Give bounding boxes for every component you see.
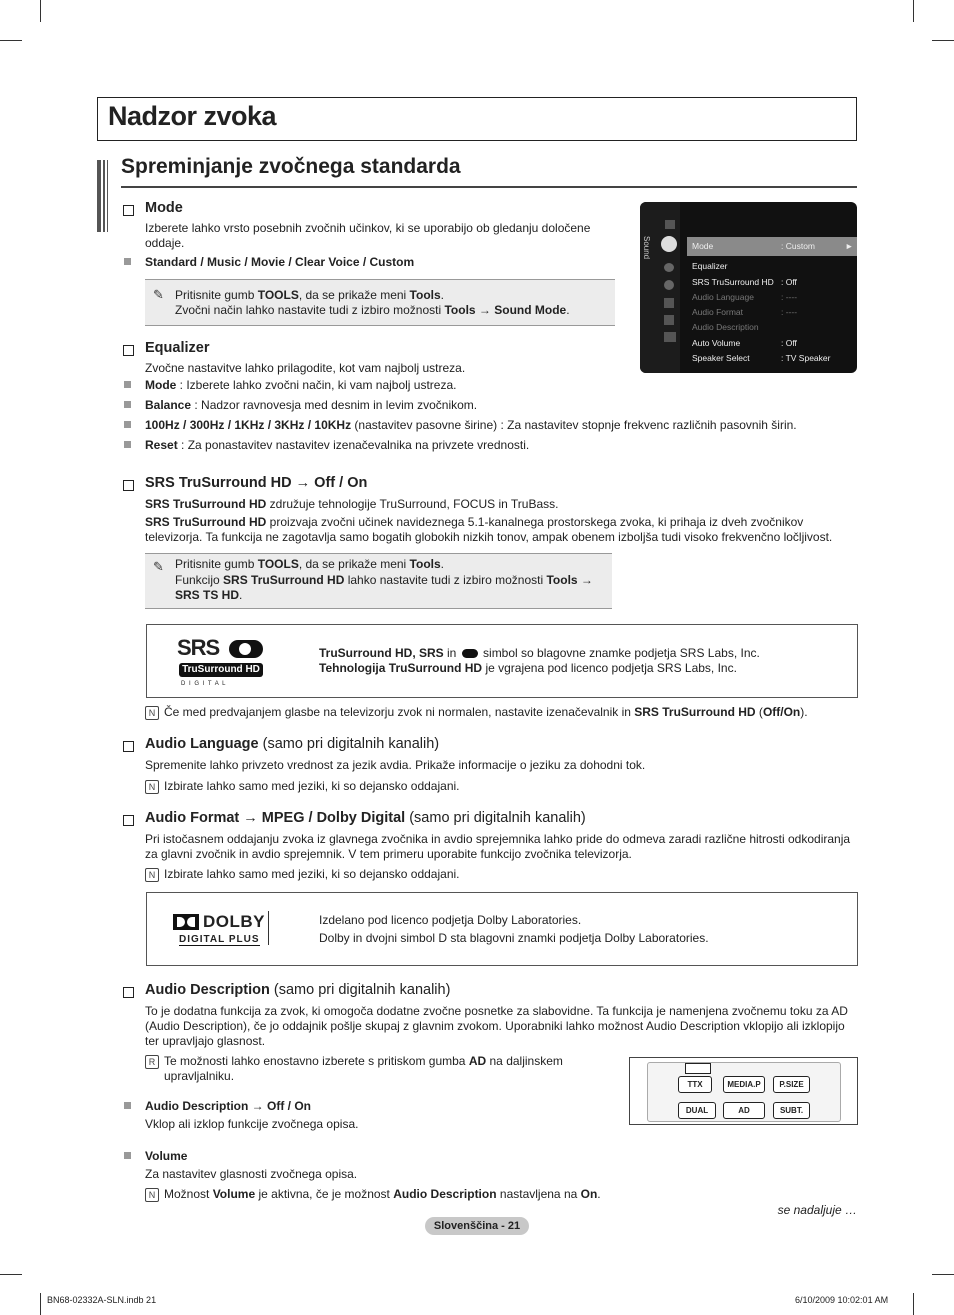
sound-icon	[661, 236, 677, 252]
square-bullet	[124, 258, 131, 265]
page-number-badge: Slovenščina - 21	[425, 1217, 529, 1235]
crop-mark	[40, 1293, 41, 1315]
footer-timestamp: 6/10/2009 10:02:01 AM	[795, 1295, 889, 1305]
audio-language-heading: Audio Language (samo pri digitalnih kanalih)	[145, 736, 440, 752]
srs-symbol-icon	[462, 649, 478, 658]
srs-trademark-line1: TruSurround HD, SRS in simbol so blagovne znamke podjetja SRS Labs, Inc.	[319, 646, 760, 660]
osd-row-speaker-select: Speaker Select : TV Speaker	[692, 353, 831, 363]
checkbox-bullet	[123, 205, 134, 216]
checkbox-bullet	[123, 741, 134, 752]
osd-row-audio-format: Audio Format : ----	[692, 307, 798, 317]
equalizer-description: Zvočne nastavitve lahko prilagodite, kot vam najbolj ustreza.	[145, 361, 466, 375]
mode-heading: Mode	[145, 200, 183, 216]
crop-mark	[932, 40, 954, 41]
dolby-logo: DOLBY DIGITAL PLUS	[173, 912, 273, 948]
equalizer-item-balance: Balance : Nadzor ravnovesja med desnim in levim zvočnikom.	[145, 398, 478, 412]
osd-row-audio-description: Audio Description	[692, 322, 759, 332]
audio-description-note: Te možnosti lahko enostavno izberete s pritiskom gumba AD na daljinskem upravljalniku.	[164, 1054, 563, 1083]
srs-tip-line1: Pritisnite gumb TOOLS, da se prikaže meni Tools.	[175, 557, 444, 571]
page-title: Nadzor zvoka	[108, 101, 277, 131]
srs-logo: SRS TruSurround HD D I G I T A L	[177, 639, 267, 691]
osd-row-auto-volume: Auto Volume : Off	[692, 338, 797, 348]
crop-mark	[0, 40, 22, 41]
setup-icon	[664, 280, 674, 290]
mode-options: Standard / Music / Movie / Clear Voice / Custom	[145, 255, 415, 269]
equalizer-heading: Equalizer	[145, 340, 210, 356]
square-bullet	[124, 401, 131, 408]
osd-row-equalizer: Equalizer	[692, 261, 728, 271]
crop-mark	[0, 1274, 22, 1275]
osd-row-srs: SRS TruSurround HD : Off	[692, 277, 797, 287]
crop-mark	[40, 0, 41, 22]
srs-tip-line3: SRS TS HD.	[175, 588, 243, 602]
srs-paragraph-2: SRS TruSurround HD proizvaja zvočni učinek navideznega 5.1-kanalnega prostorskega zvoka, ki prihaja iz dveh zvočnikov televizorja. Ta funkcija ne zagotavlja samo bogatih globokih nizkih tonov, ampak obenem izboljša tudi visoko frekvenčno ločljivost.	[145, 515, 833, 544]
dolby-logo-box	[146, 892, 858, 966]
note-icon: N	[145, 706, 159, 720]
audio-format-description: Pri istočasnem oddajanju zvoka iz glavnega zvočnika in avdio sprejemnika lahko pride do odmeva zaradi različne hitrosti odkodiranja za glavni zvočnik in avdio sprejemnik. V tem primeru uporabite funkcijo zvočnika televizorja.	[145, 832, 851, 861]
note-icon: N	[145, 1188, 159, 1202]
dolby-line2: Dolby in dvojni simbol D sta blagovni znamki podjetja Dolby Laboratories.	[319, 931, 709, 945]
application-icon	[664, 332, 676, 342]
mode-tip-line2: Zvočni način lahko nastavite tudi z izbiro možnosti Tools → Sound Mode.	[175, 303, 570, 317]
square-bullet	[124, 1102, 131, 1109]
note-icon: N	[145, 780, 159, 794]
picture-icon	[665, 220, 675, 229]
footer-file: BN68-02332A-SLN.indb 21	[47, 1295, 157, 1305]
audio-format-heading: Audio Format → MPEG / Dolby Digital (samo pri digitalnih kanalih)	[145, 810, 586, 826]
checkbox-bullet	[123, 987, 134, 998]
crop-mark	[932, 1274, 954, 1275]
checkbox-bullet	[123, 345, 134, 356]
dolby-line1: Izdelano pod licenco podjetja Dolby Laboratories.	[319, 913, 582, 927]
tools-note-icon: ✎	[153, 287, 164, 302]
srs-logo-box	[146, 624, 858, 698]
osd-row-mode: Mode : Custom ►	[692, 241, 854, 251]
equalizer-item-reset: Reset : Za ponastavitev nastavitev izenačevalnika na privzete vrednosti.	[145, 438, 530, 452]
subt-button: SUBT.	[773, 1102, 810, 1119]
ad-button: AD	[723, 1102, 765, 1119]
note-icon: N	[145, 868, 159, 882]
audio-format-note: Izbirate lahko samo med jeziki, ki so dejansko oddajani.	[164, 867, 460, 881]
srs-note: Če med predvajanjem glasbe na televizorju zvok ni normalen, nastavite izenačevalnik in SRS TruSurround HD (Off/On).	[164, 705, 808, 719]
media-p-button: MEDIA.P	[723, 1076, 765, 1093]
osd-row-audio-language: Audio Language : ----	[692, 292, 798, 302]
remote-note-icon: R	[145, 1055, 159, 1069]
tools-note-icon: ✎	[153, 559, 164, 574]
square-bullet	[124, 441, 131, 448]
ad-onoff-title: Audio Description → Off / On	[145, 1099, 311, 1113]
audio-description-text: To je dodatna funkcija za zvok, ki omogoča dodatne zvočne posnetke za slabovidne. Ta funkcija je namenjena zvočnemu toku za AD (Audio Description), če jo oddajnik pošlje skupaj z glavnim zvokom. Uporabniki lahko možnost Audio Description vklopijo ali izklopijo ter upravljajo glasnost.	[145, 1004, 848, 1048]
crop-mark	[913, 0, 914, 22]
continues-label: se nadaljuje …	[777, 1203, 857, 1217]
mode-tip-line1: Pritisnite gumb TOOLS, da se prikaže meni Tools.	[175, 288, 444, 302]
srs-paragraph-1: SRS TruSurround HD združuje tehnologije TruSurround, FOCUS in TruBass.	[145, 497, 559, 511]
channel-icon	[664, 263, 674, 272]
square-bullet	[124, 421, 131, 428]
volume-note: Možnost Volume je aktivna, če je možnost Audio Description nastavljena na On.	[164, 1187, 601, 1201]
ttx-symbol-icon	[685, 1063, 711, 1074]
volume-desc: Za nastavitev glasnosti zvočnega opisa.	[145, 1167, 358, 1181]
equalizer-item-mode: Mode : Izberete lahko zvočni način, ki vam najbolj ustreza.	[145, 378, 457, 392]
checkbox-bullet	[123, 815, 134, 826]
section-rule	[121, 186, 857, 188]
section-title: Spreminjanje zvočnega standarda	[121, 155, 461, 178]
square-bullet	[124, 381, 131, 388]
srs-trademark-line2: Tehnologija TruSurround HD je vgrajena pod licenco podjetja SRS Labs, Inc.	[319, 661, 737, 675]
srs-heading: SRS TruSurround HD → Off / On	[145, 475, 368, 491]
sound-osd-menu	[640, 202, 857, 373]
osd-side-label: Sound	[642, 236, 651, 260]
ttx-button: TTX	[678, 1076, 712, 1093]
remote-control-image	[629, 1057, 858, 1125]
audio-language-description: Spremenite lahko privzeto vrednost za jezik avdia. Prikaže informacije o jeziku za dohodni tok.	[145, 758, 646, 772]
square-bullet	[124, 1152, 131, 1159]
p-size-button: P.SIZE	[773, 1076, 810, 1093]
audio-description-heading: Audio Description (samo pri digitalnih kanalih)	[145, 982, 451, 998]
dual-button: DUAL	[678, 1102, 716, 1119]
input-icon	[664, 298, 674, 308]
volume-title: Volume	[145, 1149, 188, 1163]
mode-description: Izberete lahko vrsto posebnih zvočnih učinkov, ki se uporabijo ob gledanju določene oddaje.	[145, 221, 591, 250]
checkbox-bullet	[123, 480, 134, 491]
ad-onoff-desc: Vklop ali izklop funkcije zvočnega opisa.	[145, 1117, 359, 1131]
mode-tip-box	[145, 279, 615, 326]
srs-tip-box	[145, 553, 612, 609]
page-title-box	[97, 97, 857, 141]
support-icon	[664, 315, 674, 325]
srs-tip-line2: Funkcijo SRS TruSurround HD lahko nastavite tudi z izbiro možnosti Tools →	[175, 573, 593, 587]
crop-mark	[913, 1293, 914, 1315]
audio-language-note: Izbirate lahko samo med jeziki, ki so dejansko oddajani.	[164, 779, 460, 793]
equalizer-item-bands: 100Hz / 300Hz / 1KHz / 3KHz / 10KHz (nastavitev pasovne širine) : Za nastavitev stopnje frekvenc različnih pasovnih širin.	[145, 418, 797, 432]
